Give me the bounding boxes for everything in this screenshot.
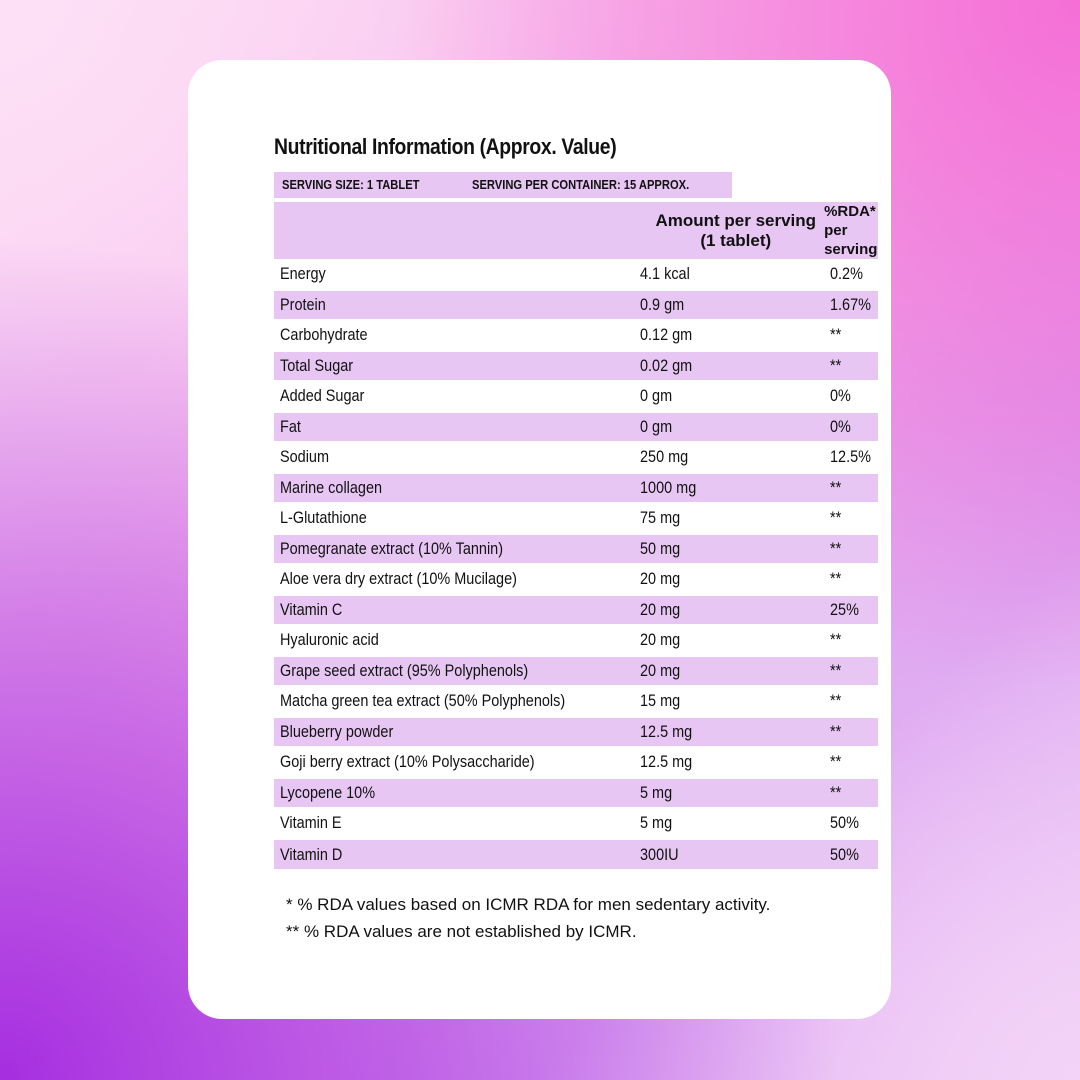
header-rda-line1: %RDA* per xyxy=(824,203,876,239)
table-row xyxy=(274,656,878,687)
nutrient-amount: 75 mg xyxy=(640,508,681,528)
nutrient-amount: 5 mg xyxy=(640,813,673,833)
nutrient-name: Pomegranate extract (10% Tannin) xyxy=(280,538,504,558)
nutrient-amount-cell xyxy=(615,625,816,656)
nutrient-rda-cell xyxy=(816,351,878,382)
nutrient-rda: 1.67% xyxy=(830,294,872,314)
header-amount xyxy=(615,202,816,259)
nutrient-amount-cell xyxy=(615,778,816,809)
footnote-1: * % RDA values based on ICMR RDA for men sedentary activity. xyxy=(286,895,771,914)
nutrient-name: Grape seed extract (95% Polyphenols) xyxy=(280,660,529,680)
nutrient-amount: 4.1 kcal xyxy=(640,263,691,283)
nutrient-name: Protein xyxy=(280,294,326,314)
nutrient-rda: ** xyxy=(830,325,842,345)
nutrient-amount-cell xyxy=(615,686,816,717)
table-row xyxy=(274,320,878,351)
nutrient-name-cell xyxy=(274,442,615,473)
nutrient-name: L-Glutathione xyxy=(280,508,367,528)
table-row xyxy=(274,808,878,839)
nutrient-amount-cell xyxy=(615,503,816,534)
nutrient-name: Added Sugar xyxy=(280,386,365,406)
nutrient-rda: 50% xyxy=(830,813,859,833)
nutrient-rda-cell xyxy=(816,808,878,839)
nutrient-rda-cell xyxy=(816,442,878,473)
nutrient-name: Vitamin E xyxy=(280,813,342,833)
nutrient-amount: 12.5 mg xyxy=(640,721,693,741)
nutrient-name: Fat xyxy=(280,416,301,436)
nutrient-amount: 15 mg xyxy=(640,691,681,711)
nutrient-amount-cell xyxy=(615,808,816,839)
nutrient-rda-cell xyxy=(816,503,878,534)
nutrient-rda: 0% xyxy=(830,416,851,436)
table-row xyxy=(274,534,878,565)
table-row xyxy=(274,351,878,382)
nutrient-name-cell xyxy=(274,808,615,839)
nutrient-amount-cell xyxy=(615,473,816,504)
nutrient-name: Total Sugar xyxy=(280,355,354,375)
nutrient-name-cell xyxy=(274,839,615,870)
nutrient-name-cell xyxy=(274,778,615,809)
nutrient-name-cell xyxy=(274,290,615,321)
nutrient-amount: 1000 mg xyxy=(640,477,697,497)
table-row xyxy=(274,686,878,717)
nutrient-amount-cell xyxy=(615,412,816,443)
serving-size: SERVING SIZE: 1 TABLET xyxy=(282,177,420,192)
table-row xyxy=(274,778,878,809)
nutrient-amount: 5 mg xyxy=(640,782,673,802)
nutrient-rda-cell xyxy=(816,717,878,748)
nutrient-rda-cell xyxy=(816,412,878,443)
nutrient-rda-cell xyxy=(816,656,878,687)
nutrient-rda: 25% xyxy=(830,599,859,619)
nutrient-name-cell xyxy=(274,534,615,565)
nutrient-amount: 0.02 gm xyxy=(640,355,693,375)
table-row xyxy=(274,564,878,595)
nutrient-name: Goji berry extract (10% Polysaccharide) xyxy=(280,752,535,772)
nutrient-amount-cell xyxy=(615,320,816,351)
nutrient-rda-cell xyxy=(816,473,878,504)
table-row xyxy=(274,290,878,321)
nutrient-amount-cell xyxy=(615,442,816,473)
header-rda xyxy=(816,202,878,259)
nutrient-name: Vitamin D xyxy=(280,844,343,864)
page-title: Nutritional Information (Approx. Value) xyxy=(274,134,617,159)
footnotes xyxy=(274,891,806,945)
nutrient-amount: 0 gm xyxy=(640,416,673,436)
nutrient-amount-cell xyxy=(615,259,816,290)
nutrient-amount: 0 gm xyxy=(640,386,673,406)
nutrient-amount: 250 mg xyxy=(640,447,689,467)
nutrient-rda: 0% xyxy=(830,386,851,406)
nutrient-name-cell xyxy=(274,564,615,595)
table-row xyxy=(274,473,878,504)
nutrient-name: Hyaluronic acid xyxy=(280,630,379,650)
nutrient-name: Marine collagen xyxy=(280,477,383,497)
nutrient-amount: 12.5 mg xyxy=(640,752,693,772)
nutrient-name: Sodium xyxy=(280,447,329,467)
nutrient-amount-cell xyxy=(615,351,816,382)
nutrient-rda: 12.5% xyxy=(830,447,872,467)
nutrient-rda-cell xyxy=(816,839,878,870)
header-amount-line2: (1 tablet) xyxy=(700,230,772,250)
nutrient-name-cell xyxy=(274,625,615,656)
header-amount-line1: Amount per serving xyxy=(655,210,817,230)
nutrient-amount-cell xyxy=(615,656,816,687)
nutrient-name-cell xyxy=(274,503,615,534)
nutrient-amount-cell xyxy=(615,839,816,870)
nutrient-rda: ** xyxy=(830,569,842,589)
header-rda-line2: serving xyxy=(824,241,878,258)
table-row xyxy=(274,717,878,748)
nutrient-name-cell xyxy=(274,686,615,717)
nutrient-name-cell xyxy=(274,351,615,382)
table-row xyxy=(274,381,878,412)
nutrient-rda: ** xyxy=(830,538,842,558)
nutrient-amount: 300IU xyxy=(640,844,680,864)
nutrient-name-cell xyxy=(274,381,615,412)
nutrient-amount-cell xyxy=(615,381,816,412)
nutrient-name-cell xyxy=(274,747,615,778)
nutrient-rda: ** xyxy=(830,782,842,802)
table-header-row xyxy=(274,202,878,259)
table-row xyxy=(274,412,878,443)
nutrient-amount-cell xyxy=(615,564,816,595)
nutrient-rda: ** xyxy=(830,691,842,711)
nutrient-name: Aloe vera dry extract (10% Mucilage) xyxy=(280,569,517,589)
nutrient-rda: ** xyxy=(830,508,842,528)
table-row xyxy=(274,442,878,473)
nutrient-rda-cell xyxy=(816,778,878,809)
nutrient-amount: 50 mg xyxy=(640,538,681,558)
nutrient-name-cell xyxy=(274,412,615,443)
nutrient-rda: ** xyxy=(830,721,842,741)
nutrient-rda: 0.2% xyxy=(830,263,863,283)
nutrient-name-cell xyxy=(274,473,615,504)
nutrient-rda: ** xyxy=(830,477,842,497)
nutrient-name-cell xyxy=(274,320,615,351)
nutrient-amount: 20 mg xyxy=(640,599,681,619)
nutrient-rda-cell xyxy=(816,564,878,595)
nutrient-name-cell xyxy=(274,656,615,687)
header-name-col xyxy=(274,202,615,259)
nutrient-name-cell xyxy=(274,717,615,748)
nutrient-rda: ** xyxy=(830,630,842,650)
nutrition-table-body xyxy=(274,259,878,869)
nutrient-rda-cell xyxy=(816,290,878,321)
nutrient-amount-cell xyxy=(615,747,816,778)
nutrient-rda-cell xyxy=(816,686,878,717)
nutrient-name: Blueberry powder xyxy=(280,721,394,741)
nutrient-rda-cell xyxy=(816,595,878,626)
nutrient-rda: ** xyxy=(830,660,842,680)
nutrient-amount-cell xyxy=(615,595,816,626)
nutrient-name: Energy xyxy=(280,263,326,283)
nutrient-amount: 20 mg xyxy=(640,630,681,650)
table-row xyxy=(274,839,878,870)
serving-per-container: SERVING PER CONTAINER: 15 APPROX. xyxy=(471,177,690,192)
nutrient-rda: ** xyxy=(830,752,842,772)
nutrient-name: Carbohydrate xyxy=(280,325,368,345)
nutrient-rda-cell xyxy=(816,259,878,290)
nutrition-table xyxy=(274,202,878,869)
nutrient-amount: 0.12 gm xyxy=(640,325,693,345)
nutrient-rda-cell xyxy=(816,747,878,778)
nutrient-rda-cell xyxy=(816,381,878,412)
nutrient-amount-cell xyxy=(615,290,816,321)
table-row xyxy=(274,625,878,656)
nutrition-panel xyxy=(274,132,878,945)
nutrient-name: Matcha green tea extract (50% Polyphenols) xyxy=(280,691,566,711)
table-row xyxy=(274,595,878,626)
nutrient-amount: 0.9 gm xyxy=(640,294,685,314)
nutrient-name-cell xyxy=(274,595,615,626)
table-row xyxy=(274,747,878,778)
footnote-2: ** % RDA values are not established by ICMR. xyxy=(286,922,637,941)
nutrient-rda-cell xyxy=(816,625,878,656)
nutrient-name: Vitamin C xyxy=(280,599,343,619)
table-row xyxy=(274,259,878,290)
nutrient-rda-cell xyxy=(816,534,878,565)
nutrient-name-cell xyxy=(274,259,615,290)
nutrition-card xyxy=(188,60,891,1019)
nutrient-rda: 50% xyxy=(830,844,859,864)
nutrient-rda-cell xyxy=(816,320,878,351)
nutrient-amount-cell xyxy=(615,717,816,748)
table-row xyxy=(274,503,878,534)
nutrient-rda: ** xyxy=(830,355,842,375)
nutrient-amount: 20 mg xyxy=(640,569,681,589)
nutrient-amount: 20 mg xyxy=(640,660,681,680)
nutrient-amount-cell xyxy=(615,534,816,565)
serving-info-bar xyxy=(274,172,732,198)
nutrient-name: Lycopene 10% xyxy=(280,782,376,802)
